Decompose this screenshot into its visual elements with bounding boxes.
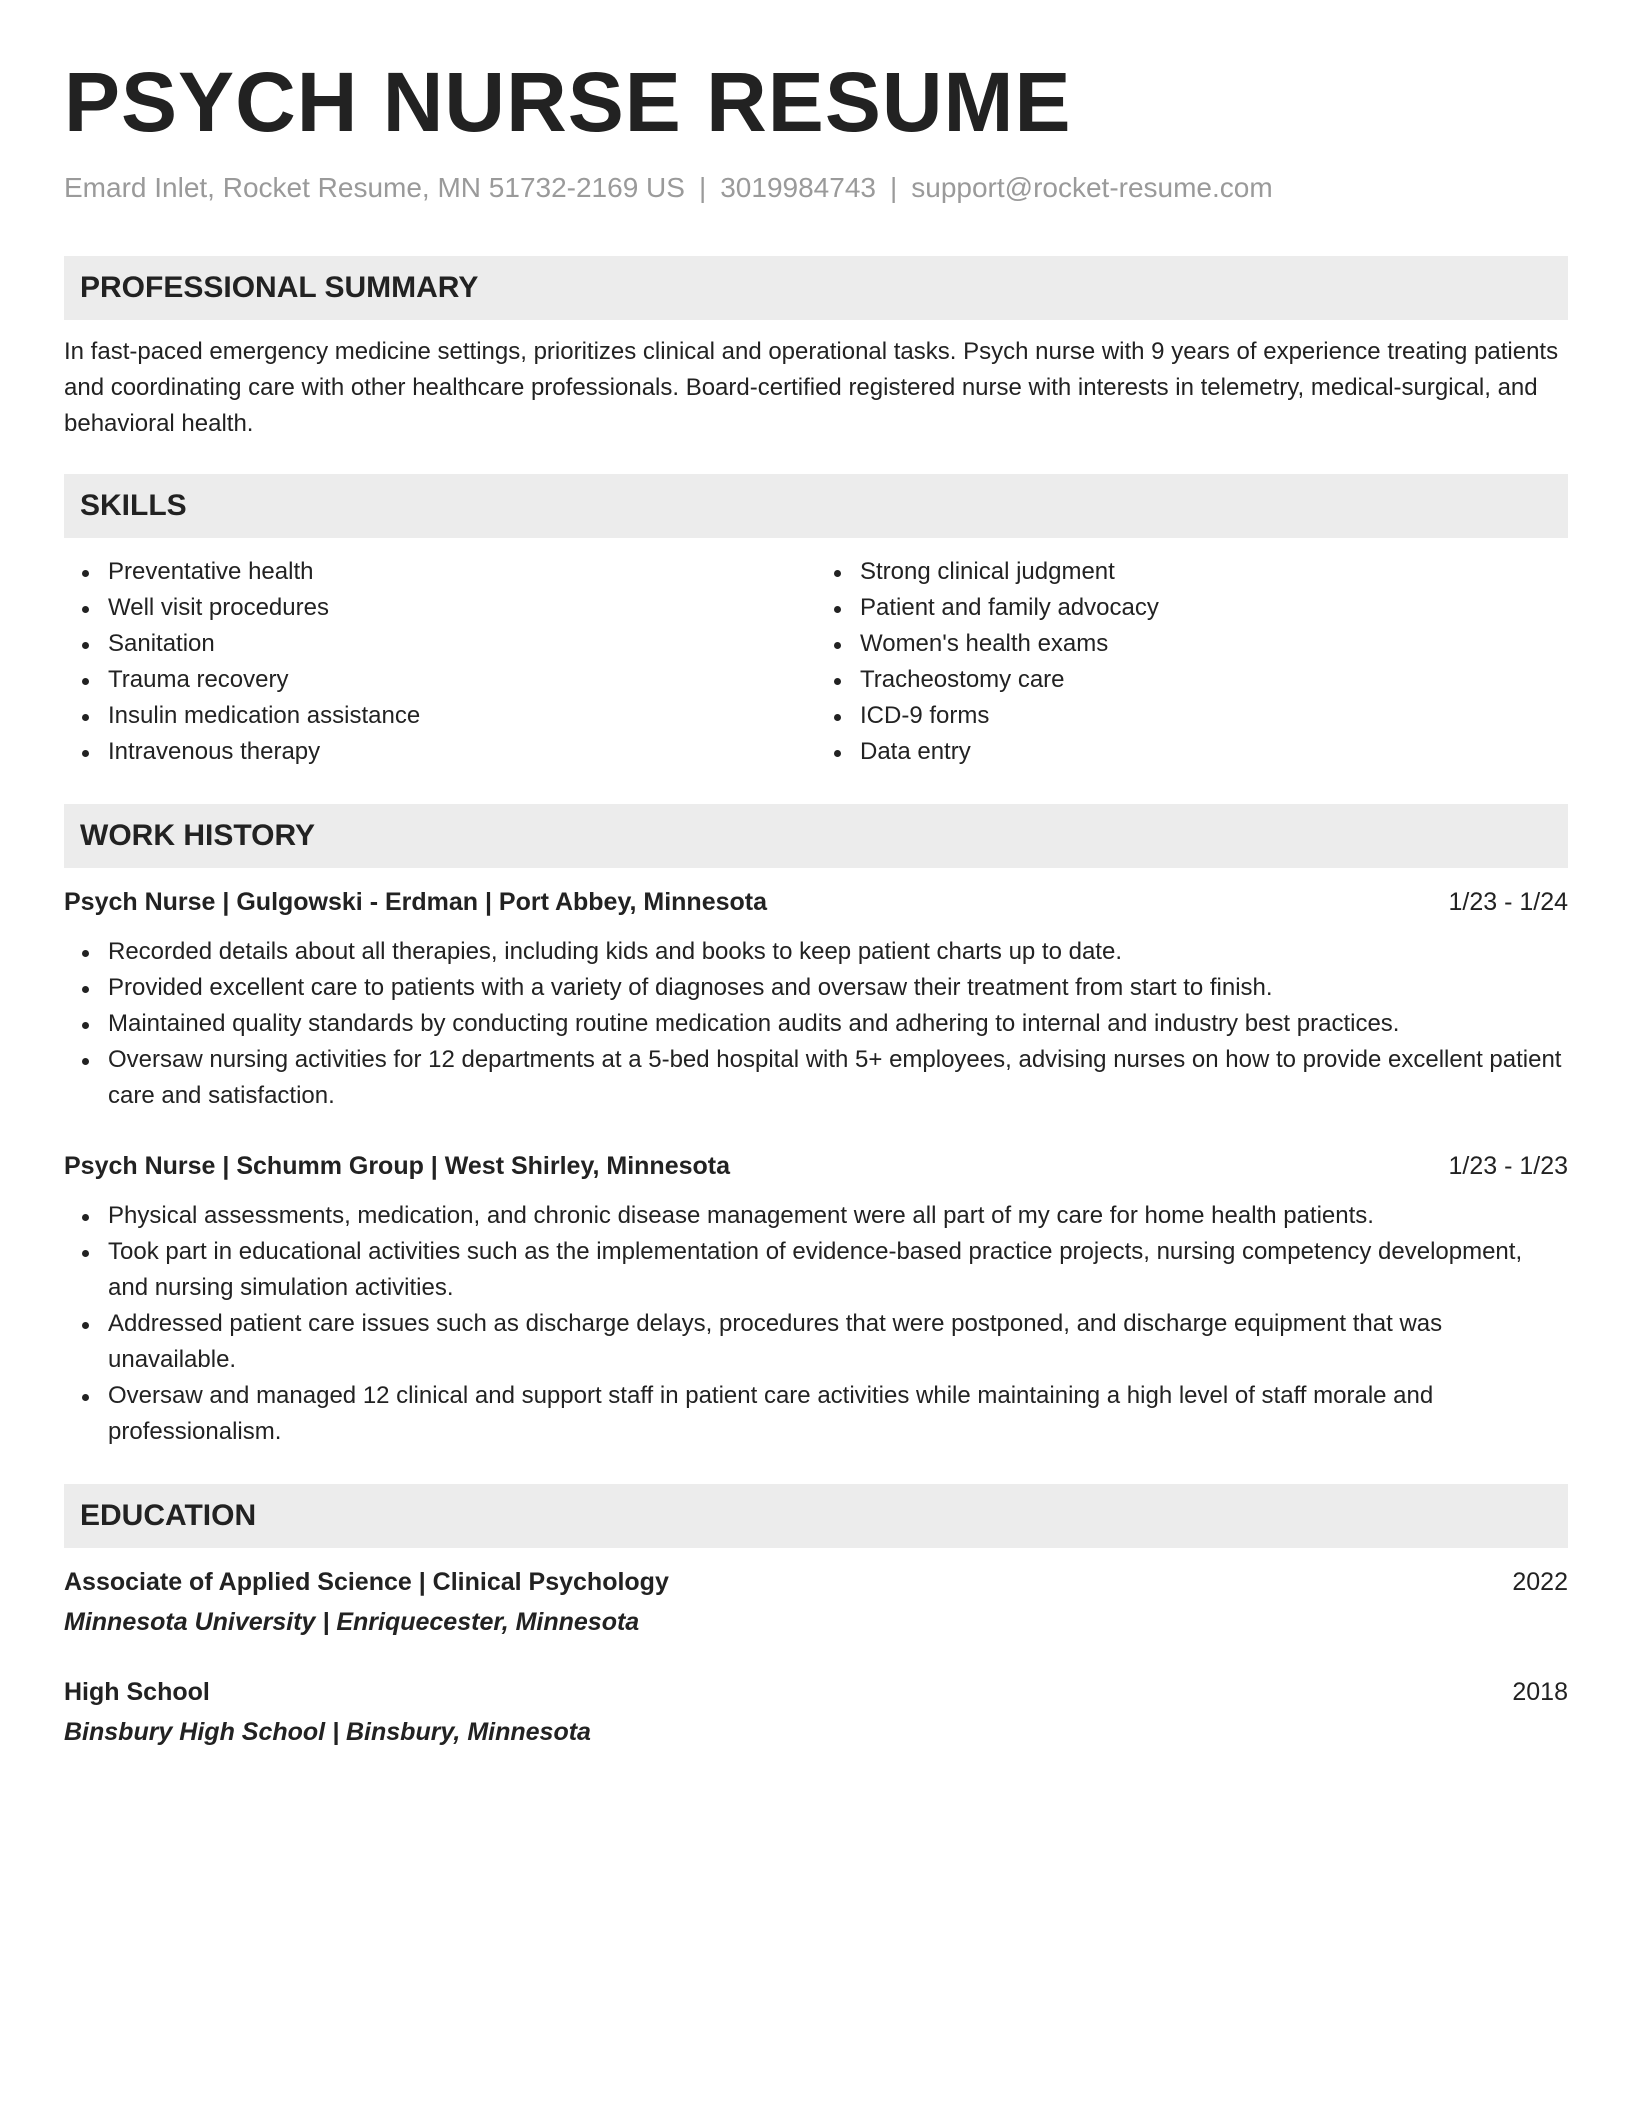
education-entry xyxy=(64,1564,1568,1640)
contact-address: Emard Inlet, Rocket Resume, MN 51732-2169 US xyxy=(64,172,685,203)
skill-item: Well visit procedures xyxy=(108,590,816,626)
education-degree: High School xyxy=(64,1678,210,1706)
skill-item: ICD-9 forms xyxy=(860,698,1568,734)
contact-line xyxy=(64,168,1568,208)
resume-title: PSYCH NURSE RESUME xyxy=(64,55,1072,149)
job-entry xyxy=(64,1148,1568,1450)
skill-item: Strong clinical judgment xyxy=(860,554,1568,590)
education-header xyxy=(64,1564,1568,1600)
skill-item: Trauma recovery xyxy=(108,662,816,698)
summary-text: In fast-paced emergency medicine settings, prioritizes clinical and operational tasks. Psych nurse with 9 years of experience treating patients and coordinating care with other healthcare professionals. Board-certified registered nurse with interests in telemetry, medical-surgical, and behavioral health. xyxy=(64,338,1559,437)
job-bullets xyxy=(64,1198,1568,1450)
job-dates: 1/23 - 1/23 xyxy=(1448,1152,1568,1180)
skills-column-left xyxy=(64,554,816,770)
skills-list xyxy=(64,554,1568,770)
job-bullet: Oversaw and managed 12 clinical and support staff in patient care activities while maintaining a high level of staff morale and professionalism. xyxy=(108,1378,1568,1450)
education-year: 2022 xyxy=(1512,1568,1568,1596)
skill-item: Patient and family advocacy xyxy=(860,590,1568,626)
education-school: Minnesota University | Enriquecester, Minnesota xyxy=(64,1608,640,1636)
section-heading-work-history: WORK HISTORY xyxy=(64,804,1568,868)
contact-phone: 3019984743 xyxy=(720,172,876,203)
job-bullet: Maintained quality standards by conducting routine medication audits and adhering to internal and industry best practices. xyxy=(108,1006,1568,1042)
skill-item: Preventative health xyxy=(108,554,816,590)
education-header xyxy=(64,1674,1568,1710)
section-heading-summary: PROFESSIONAL SUMMARY xyxy=(64,256,1568,320)
job-bullet: Physical assessments, medication, and chronic disease management were all part of my care for home health patients. xyxy=(108,1198,1568,1234)
section-heading-education: EDUCATION xyxy=(64,1484,1568,1548)
contact-email: support@rocket-resume.com xyxy=(911,172,1273,203)
job-title: Psych Nurse | Gulgowski - Erdman | Port Abbey, Minnesota xyxy=(64,888,768,916)
skill-item: Intravenous therapy xyxy=(108,734,816,770)
job-title: Psych Nurse | Schumm Group | West Shirley, Minnesota xyxy=(64,1152,731,1180)
skill-item: Sanitation xyxy=(108,626,816,662)
job-bullets xyxy=(64,934,1568,1114)
job-dates: 1/23 - 1/24 xyxy=(1448,888,1568,916)
education-school: Binsbury High School | Binsbury, Minnesota xyxy=(64,1718,591,1746)
job-bullet: Oversaw nursing activities for 12 departments at a 5-bed hospital with 5+ employees, advising nurses on how to provide excellent patient care and satisfaction. xyxy=(108,1042,1568,1114)
job-bullet: Took part in educational activities such as the implementation of evidence-based practice projects, nursing competency development, and nursing simulation activities. xyxy=(108,1234,1568,1306)
contact-separator: | xyxy=(698,172,707,203)
education-degree: Associate of Applied Science | Clinical Psychology xyxy=(64,1568,669,1596)
job-entry xyxy=(64,884,1568,1114)
skills-column-right xyxy=(816,554,1568,770)
skill-item: Insulin medication assistance xyxy=(108,698,816,734)
job-bullet: Recorded details about all therapies, including kids and books to keep patient charts up to date. xyxy=(108,934,1568,970)
education-year: 2018 xyxy=(1512,1678,1568,1706)
section-heading-skills: SKILLS xyxy=(64,474,1568,538)
skill-item: Tracheostomy care xyxy=(860,662,1568,698)
contact-separator: | xyxy=(889,172,898,203)
job-bullet: Provided excellent care to patients with a variety of diagnoses and oversaw their treatment from start to finish. xyxy=(108,970,1568,1006)
job-header xyxy=(64,884,1568,920)
skill-item: Women's health exams xyxy=(860,626,1568,662)
job-header xyxy=(64,1148,1568,1184)
skill-item: Data entry xyxy=(860,734,1568,770)
job-bullet: Addressed patient care issues such as discharge delays, procedures that were postponed, and discharge equipment that was unavailable. xyxy=(108,1306,1568,1378)
education-entry xyxy=(64,1674,1568,1750)
